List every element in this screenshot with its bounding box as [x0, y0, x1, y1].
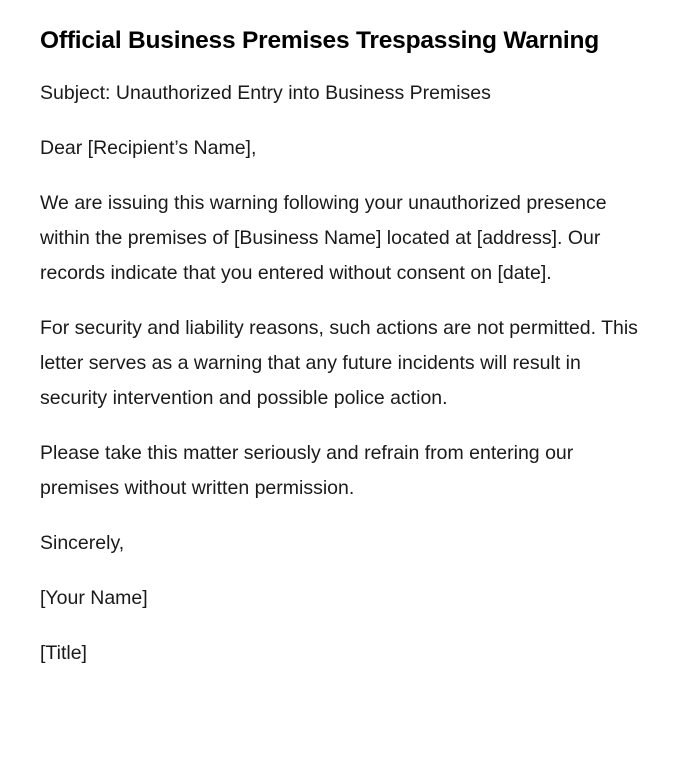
body-paragraph-3: Please take this matter seriously and refrain from entering our premises without written permission. [40, 442, 574, 499]
document-title: Official Business Premises Trespassing Warning [40, 27, 600, 54]
subject-line: Subject: Unauthorized Entry into Business Premises [40, 82, 491, 104]
body-paragraph-2: For security and liability reasons, such actions are not permitted. This letter serves as a warning that any future incidents will result in security intervention and possible police action. [40, 317, 638, 409]
signature-title: [Title] [40, 642, 87, 664]
body-paragraph-1: We are issuing this warning following your unauthorized presence within the premises of [Business Name] located at [address]. Our records indicate that you entered without consent on [date]. [40, 192, 607, 284]
signature-name: [Your Name] [40, 587, 148, 609]
closing: Sincerely, [40, 532, 125, 554]
salutation: Dear [Recipient’s Name], [40, 137, 257, 159]
